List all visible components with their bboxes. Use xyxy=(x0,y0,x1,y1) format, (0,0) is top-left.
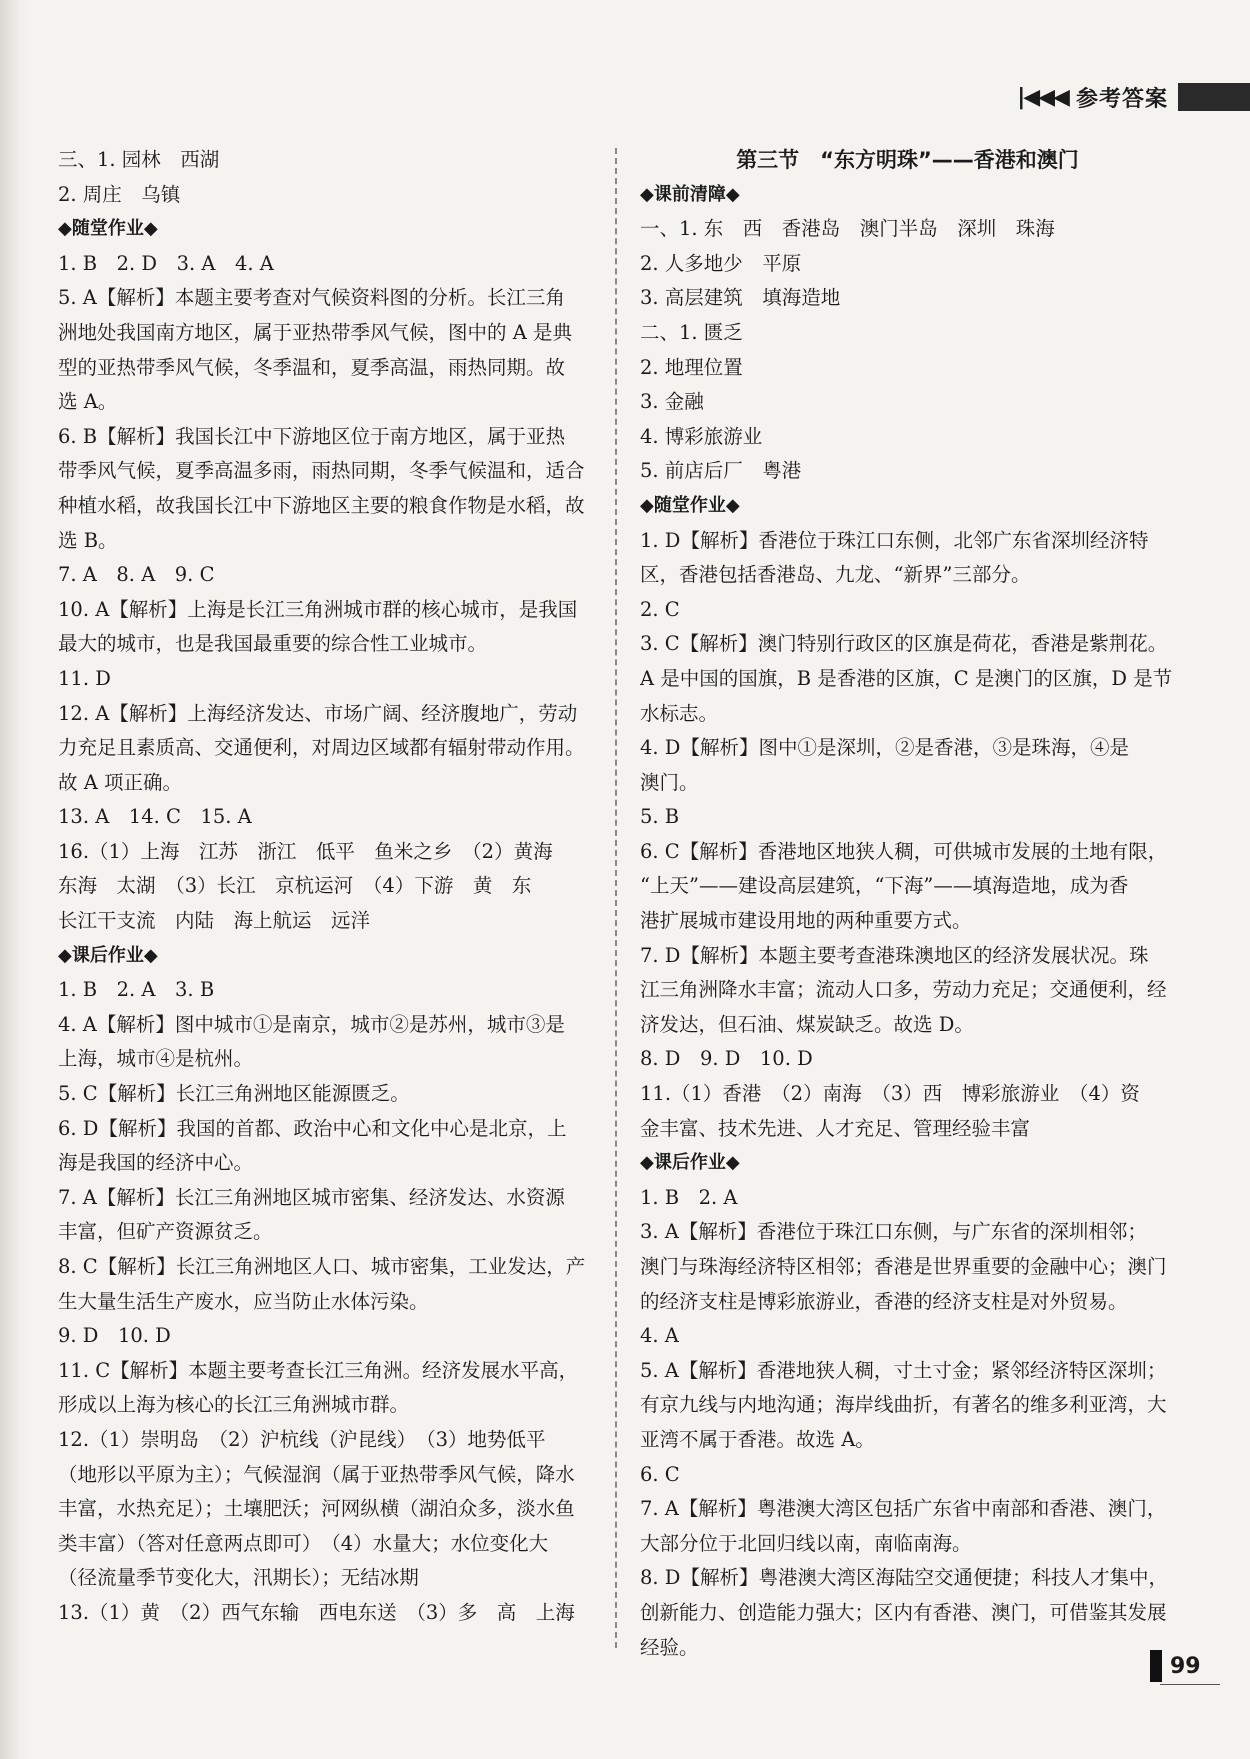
answer-line: 11. D xyxy=(58,666,111,690)
answer-line: 水标志。 xyxy=(640,701,719,725)
answer-line: 7. A【解析】长江三角洲地区城市密集、经济发达、水资源 xyxy=(58,1185,565,1209)
page-header xyxy=(1017,80,1250,114)
answer-line: 5. C【解析】长江三角洲地区能源匮乏。 xyxy=(58,1082,410,1106)
answer-line: 7. A【解析】粤港澳大湾区包括广东省中南部和香港、澳门， xyxy=(640,1497,1167,1521)
answer-line: 4. A xyxy=(640,1324,679,1348)
answer-line: 经验。 xyxy=(640,1635,699,1659)
section-heading: ◆课后作业◆ xyxy=(58,944,158,966)
answer-line: （地形以平原为主）；气候湿润（属于亚热带季风气候，降水 xyxy=(58,1462,575,1486)
answer-line: 12. A【解析】上海经济发达、市场广阔、经济腹地广，劳动 xyxy=(58,701,578,725)
answer-line: 2. 地理位置 xyxy=(640,355,743,379)
answer-line: 1. B 2. A 3. B xyxy=(58,978,215,1002)
answer-line: 丰富，水热充足）；土壤肥沃；河网纵横（湖泊众多，淡水鱼 xyxy=(58,1497,575,1521)
chapter-title: 第三节 “东方明珠”——香港和澳门 xyxy=(736,148,1079,172)
section-heading: ◆课后作业◆ xyxy=(640,1152,740,1174)
answer-line: 故 A 项正确。 xyxy=(58,770,182,794)
section-heading: ◆随堂作业◆ xyxy=(640,494,740,516)
answer-line: 2. 人多地少 平原 xyxy=(640,251,802,275)
answer-line: 济发达，但石油、煤炭缺乏。故选 D。 xyxy=(640,1012,974,1036)
answer-line: 1. D【解析】香港位于珠江口东侧，北邻广东省深圳经济特 xyxy=(640,528,1149,552)
answer-line: 东海 太湖 （3）长江 京杭运河 （4）下游 黄 东 xyxy=(58,874,532,898)
answer-line: 港扩展城市建设用地的两种重要方式。 xyxy=(640,909,972,933)
answer-line: 澳门。 xyxy=(640,770,699,794)
footer-rule xyxy=(1160,1684,1220,1685)
answer-line: A 是中国的国旗，B 是香港的区旗，C 是澳门的区旗，D 是节 xyxy=(640,666,1173,690)
column-divider xyxy=(615,148,617,1648)
answer-line: 4. D【解析】图中①是深圳，②是香港，③是珠海，④是 xyxy=(640,736,1129,760)
answer-line: 2. C xyxy=(640,597,680,621)
answer-line: 13. A 14. C 15. A xyxy=(58,805,252,829)
answer-line: 3. C【解析】澳门特别行政区的区旗是荷花，香港是紫荆花。 xyxy=(640,632,1168,656)
answer-line: 11. C【解析】本题主要考查长江三角洲。经济发展水平高， xyxy=(58,1358,579,1382)
answer-line: 最大的城市，也是我国最重要的综合性工业城市。 xyxy=(58,632,488,656)
answer-line: 三、1. 园林 西湖 xyxy=(58,148,220,171)
answer-line: 的经济支柱是博彩旅游业，香港的经济支柱是对外贸易。 xyxy=(640,1289,1128,1313)
answer-line: 3. 金融 xyxy=(640,390,704,414)
answer-line: 选 B。 xyxy=(58,528,118,552)
answer-line: 7. D【解析】本题主要考查港珠澳地区的经济发展状况。珠 xyxy=(640,943,1149,967)
answer-line: “上天”——建设高层建筑，“下海”——填海造地，成为香 xyxy=(640,874,1129,898)
answer-line: 种植水稻，故我国长江中下游地区主要的粮食作物是水稻，故 xyxy=(58,493,585,517)
answer-line: 8. D 9. D 10. D xyxy=(640,1047,813,1071)
answer-line: 生大量生活生产废水，应当防止水体污染。 xyxy=(58,1289,429,1313)
header-title: 参考答案 xyxy=(1075,86,1168,112)
answer-line: 5. B xyxy=(640,805,680,829)
book-spine-shadow xyxy=(0,0,28,1759)
answer-line: 带季风气候，夏季高温多雨，雨热同期，冬季气候温和，适合 xyxy=(58,459,585,483)
answer-line: 8. D【解析】粤港澳大湾区海陆空交通便捷；科技人才集中， xyxy=(640,1566,1168,1590)
answer-line: 6. C【解析】香港地区地狭人稠，可供城市发展的土地有限， xyxy=(640,839,1168,863)
answer-line: 16.（1）上海 江苏 浙江 低平 鱼米之乡 （2）黄海 xyxy=(58,839,553,863)
answer-line: 5. A【解析】本题主要考查对气候资料图的分析。长江三角 xyxy=(58,286,565,310)
answer-line: 长江干支流 内陆 海上航运 远洋 xyxy=(58,909,371,933)
answer-line: 2. 周庄 乌镇 xyxy=(58,182,181,206)
answer-line: 大部分位于北回归线以南，南临南海。 xyxy=(640,1531,972,1555)
answer-line: 11.（1）香港 （2）南海 （3）西 博彩旅游业 （4）资 xyxy=(640,1082,1140,1106)
answer-line: 澳门与珠海经济特区相邻；香港是世界重要的金融中心；澳门 xyxy=(640,1255,1167,1278)
answer-line: 3. A【解析】香港位于珠江口东侧，与广东省的深圳相邻； xyxy=(640,1220,1147,1244)
answer-line: 选 A。 xyxy=(58,390,118,414)
answer-line: 6. D【解析】我国的首都、政治中心和文化中心是北京，上 xyxy=(58,1116,567,1140)
answer-line: 12.（1）崇明岛 （2）沪杭线（沪昆线） （3）地势低平 xyxy=(58,1427,546,1451)
answer-line: 金丰富、技术先进、人才充足、管理经验丰富 xyxy=(640,1116,1031,1140)
answer-line: 3. 高层建筑 填海造地 xyxy=(640,286,841,310)
answer-line: 江三角洲降水丰富；流动人口多，劳动力充足；交通便利，经 xyxy=(640,978,1167,1002)
answer-line: 型的亚热带季风气候，冬季温和，夏季高温，雨热同期。故 xyxy=(58,355,566,379)
arrows-icon: |◀◀◀ xyxy=(1017,84,1068,110)
answer-line: 形成以上海为核心的长江三角洲城市群。 xyxy=(58,1393,410,1417)
right-column xyxy=(640,143,1175,1665)
answer-line: 13.（1）黄 （2）西气东输 西电东送 （3）多 高 上海 xyxy=(58,1600,575,1624)
section-heading: ◆课前清障◆ xyxy=(640,183,740,205)
answer-line: 有京九线与内地沟通；海岸线曲折，有著名的维多利亚湾，大 xyxy=(640,1393,1167,1417)
answer-line: 1. B 2. A xyxy=(640,1185,738,1209)
answer-line: 洲地处我国南方地区，属于亚热带季风气候，图中的 A 是典 xyxy=(58,320,572,344)
answer-line: 力充足且素质高、交通便利，对周边区域都有辐射带动作用。 xyxy=(58,736,585,760)
answer-line: 1. B 2. D 3. A 4. A xyxy=(58,251,274,275)
answer-line: 海是我国的经济中心。 xyxy=(58,1151,254,1175)
answer-line: 8. C【解析】长江三角洲地区人口、城市密集，工业发达，产 xyxy=(58,1255,586,1278)
header-bar xyxy=(1178,83,1250,111)
answer-line: 5. 前店后厂 粤港 xyxy=(640,459,802,483)
page-footer xyxy=(1150,1650,1201,1682)
answer-line: 一、1. 东 西 香港岛 澳门半岛 深圳 珠海 xyxy=(640,217,1055,241)
answer-line: 亚湾不属于香港。故选 A。 xyxy=(640,1427,875,1451)
left-column xyxy=(58,143,593,1631)
answer-line: （径流量季节变化大，汛期长）；无结冰期 xyxy=(58,1566,419,1590)
answer-line: 4. 博彩旅游业 xyxy=(640,424,763,448)
answer-line: 10. A【解析】上海是长江三角洲城市群的核心城市，是我国 xyxy=(58,597,578,621)
answer-line: 区，香港包括香港岛、九龙、“新界”三部分。 xyxy=(640,563,1031,587)
answer-line: 创新能力、创造能力强大；区内有香港、澳门，可借鉴其发展 xyxy=(640,1600,1167,1624)
page-number-bar xyxy=(1150,1650,1162,1682)
answer-line: 6. C xyxy=(640,1462,680,1486)
answer-line: 二、1. 匮乏 xyxy=(640,320,743,344)
answer-line: 7. A 8. A 9. C xyxy=(58,563,215,587)
page-number: 99 xyxy=(1170,1653,1201,1679)
answer-line: 9. D 10. D xyxy=(58,1324,171,1348)
answer-line: 4. A【解析】图中城市①是南京，城市②是苏州，城市③是 xyxy=(58,1012,565,1036)
answer-line: 6. B【解析】我国长江中下游地区位于南方地区，属于亚热 xyxy=(58,424,566,448)
answer-line: 5. A【解析】香港地狭人稠，寸土寸金；紧邻经济特区深圳； xyxy=(640,1358,1167,1382)
answer-line: 类丰富）（答对任意两点即可） （4）水量大；水位变化大 xyxy=(58,1531,549,1555)
answer-line: 丰富，但矿产资源贫乏。 xyxy=(58,1220,273,1244)
answer-line: 上海，城市④是杭州。 xyxy=(58,1047,254,1071)
section-heading: ◆随堂作业◆ xyxy=(58,218,158,240)
